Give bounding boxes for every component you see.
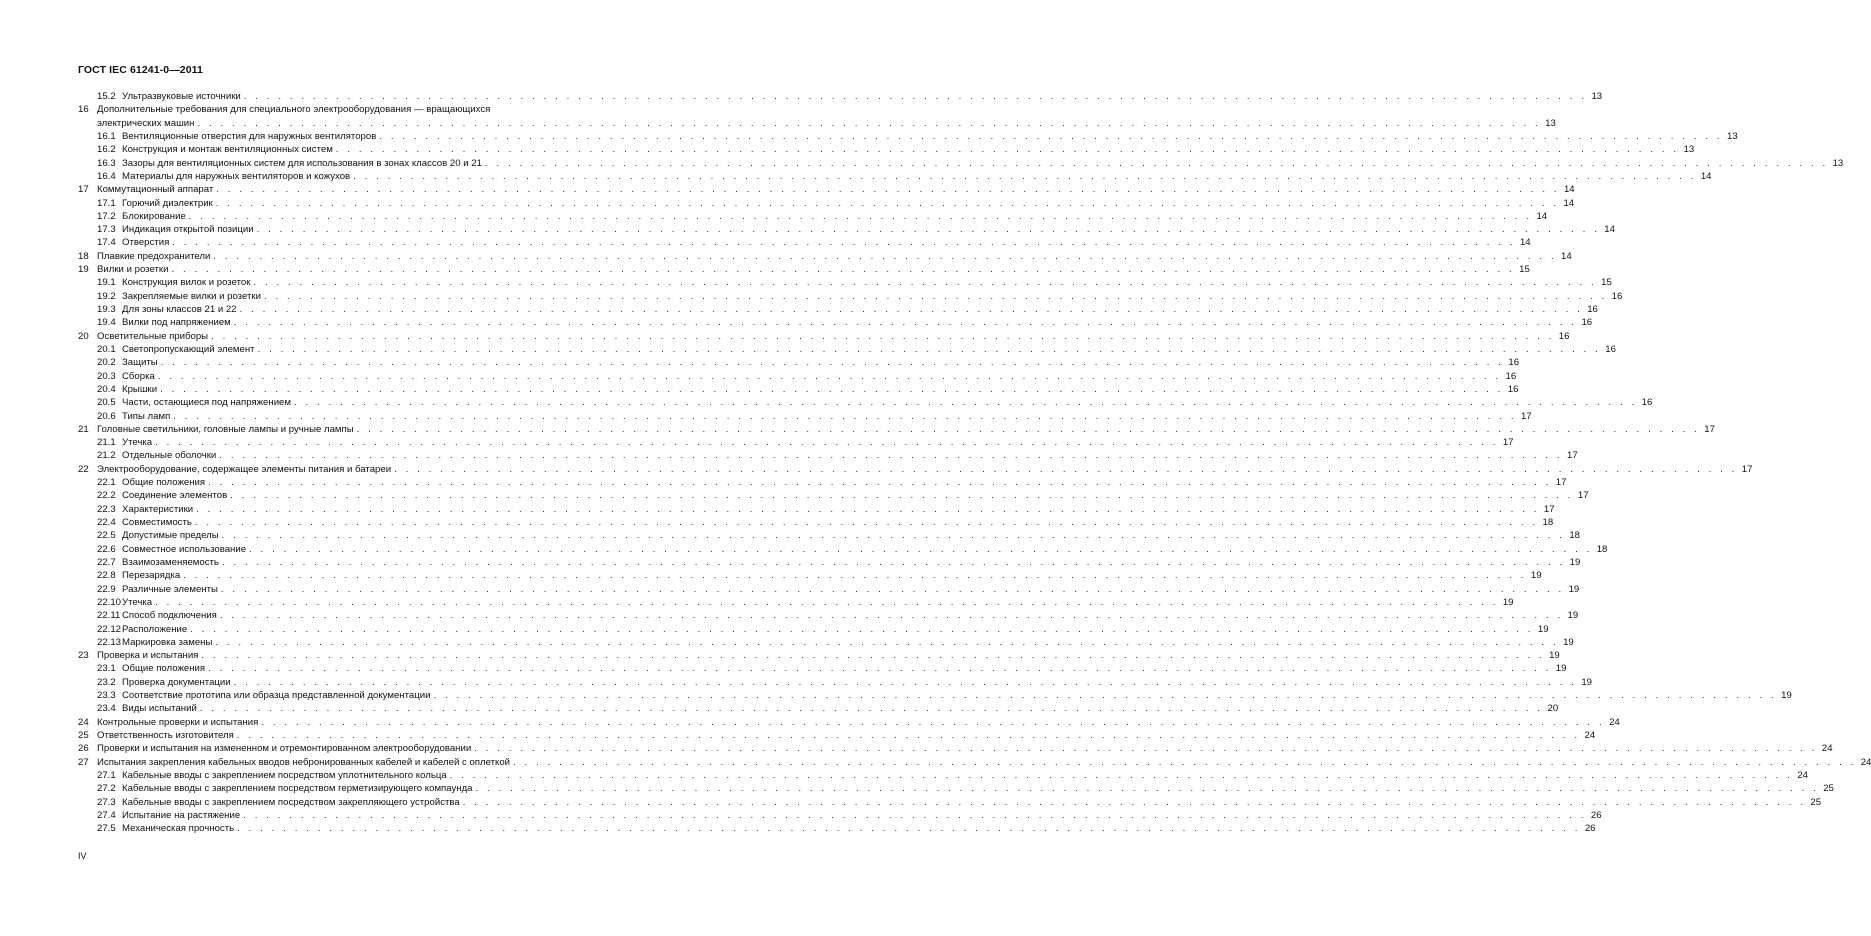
toc-entry-number: 27.4 [97, 809, 116, 821]
toc-dot-leader [253, 276, 1596, 289]
toc-entry-title: Утечка [122, 596, 153, 608]
toc-entry-page: 25 [1810, 796, 1822, 808]
toc-entry-title: Расположение [122, 623, 188, 635]
toc-entry-title: Блокирование [122, 210, 186, 222]
toc-entry-number: 15.2 [97, 91, 116, 102]
toc-dot-leader [197, 117, 1540, 130]
toc-entry-page: 25 [1823, 783, 1834, 795]
toc-entry[interactable] [78, 476, 1567, 489]
toc-entry-page: 19 [1781, 690, 1792, 702]
toc-entry-title: Кабельные вводы с закреплением посредством герметизирующего компаунда [122, 783, 473, 795]
toc-entry-title: Кабельные вводы с закреплением посредством уплотнительного кольца [122, 769, 447, 781]
toc-entry-number: 16 [78, 104, 89, 116]
toc-entry[interactable] [78, 436, 1514, 449]
toc-entry-page: 16 [1611, 290, 1623, 302]
toc-dot-leader [216, 183, 1559, 196]
toc-entry[interactable] [78, 143, 1695, 156]
toc-entry[interactable] [78, 210, 1548, 223]
toc-entry-number: 22.11 [97, 610, 121, 622]
toc-dot-leader [201, 649, 1544, 662]
toc-entry-page: 24 [1584, 730, 1596, 741]
toc-entry-number: 16.3 [97, 157, 116, 169]
toc-entry-number: 19.2 [97, 290, 116, 302]
toc-entry-title: Конструкция вилок и розеток [122, 277, 251, 289]
toc-entry-title: Совместное использование [122, 543, 247, 555]
toc-dot-leader [249, 543, 1592, 556]
toc-entry-number: 17.3 [97, 224, 116, 236]
toc-entry-number: 20.5 [97, 397, 116, 409]
toc-entry-number: 19 [78, 264, 89, 276]
toc-entry[interactable] [78, 702, 1559, 715]
toc-entry[interactable] [78, 343, 1616, 356]
toc-dot-leader [294, 396, 1637, 409]
toc-dot-leader [219, 449, 1562, 462]
toc-entry-page: 18 [1596, 543, 1608, 555]
toc-entry-number: 22.4 [97, 517, 116, 528]
toc-entry[interactable] [78, 90, 1603, 103]
toc-entry[interactable] [78, 236, 1531, 249]
toc-entry[interactable] [78, 822, 1596, 835]
toc-entry-page: 18 [1542, 517, 1554, 528]
toc-entry[interactable] [78, 689, 1792, 702]
toc-entry-number: 20.1 [97, 343, 116, 355]
toc-entry-page: 18 [1569, 530, 1580, 542]
toc-dot-leader [172, 236, 1515, 249]
toc-entry-title: Испытания закрепления кабельных вводов небронированных кабелей и кабелей с оплеткой [97, 756, 511, 768]
toc-entry-page: 17 [1502, 437, 1514, 449]
toc-entry[interactable] [78, 183, 1575, 196]
toc-dot-leader [155, 596, 1498, 609]
toc-entry[interactable] [78, 356, 1520, 369]
toc-entry-page: 19 [1581, 676, 1592, 688]
toc-entry-title: Утечка [122, 437, 153, 449]
toc-entry-number: 17.4 [97, 237, 116, 249]
toc-entry-title: Характеристики [122, 503, 194, 515]
toc-entry-number: 19.4 [97, 317, 116, 329]
toc-dot-leader [353, 170, 1696, 183]
toc-entry-title: Вилки под напряжением [122, 317, 231, 329]
toc-entry-page: 17 [1741, 463, 1753, 475]
toc-entry-number: 17.2 [97, 210, 116, 222]
toc-entry-page: 16 [1507, 383, 1519, 395]
toc-entry-number: 23.3 [97, 690, 116, 702]
toc-entry[interactable] [78, 449, 1578, 462]
toc-entry[interactable] [78, 503, 1555, 516]
toc-dot-leader [463, 796, 1806, 809]
toc-entry[interactable] [78, 130, 1738, 143]
toc-entry[interactable] [78, 662, 1567, 675]
toc-entry[interactable] [78, 609, 1579, 622]
toc-entry[interactable] [78, 276, 1612, 289]
toc-entry-number: 23.1 [97, 663, 116, 675]
toc-entry-number: 22.5 [97, 530, 116, 542]
toc-entry[interactable] [78, 742, 1833, 755]
toc-entry-title: Контрольные проверки и испытания [97, 716, 259, 728]
toc-entry[interactable] [78, 410, 1532, 423]
toc-entry-number: 21 [78, 423, 89, 435]
toc-entry-number: 27 [78, 756, 89, 768]
toc-entry-title: Допустимые пределы [122, 530, 219, 542]
toc-entry-title: Материалы для наружных вентиляторов и кожухов [122, 170, 351, 182]
toc-entry-title: Проверки и испытания на измененном и отремонтированном электрооборудовании [97, 743, 472, 755]
toc-dot-leader [379, 130, 1722, 143]
toc-entry-page: 24 [1821, 743, 1833, 755]
toc-entry-title: Виды испытаний [122, 703, 197, 715]
toc-dot-leader [257, 223, 1600, 236]
toc-entry-number: 17.1 [97, 197, 116, 209]
toc-entry-title: Типы ламп [122, 410, 171, 422]
toc-entry[interactable] [78, 543, 1608, 556]
toc-dot-leader [215, 636, 1558, 649]
toc-entry[interactable] [78, 583, 1580, 596]
toc-entry[interactable] [78, 223, 1615, 236]
table-of-contents [78, 90, 1871, 836]
toc-entry-title: Механическая прочность [122, 823, 235, 835]
document-header: ГОСТ IEC 61241-0—2011 [78, 64, 203, 76]
toc-dot-leader [173, 410, 1516, 423]
toc-entry-title: Кабельные вводы с закреплением посредством закрепляющего устройства [122, 796, 460, 808]
toc-entry-number: 23 [78, 650, 89, 662]
toc-entry-title: Конструкция и монтаж вентиляционных систем [122, 144, 333, 156]
toc-dot-leader [196, 503, 1539, 516]
toc-entry-page: 15 [1601, 277, 1612, 289]
toc-entry[interactable] [78, 423, 1715, 436]
toc-dot-leader [158, 370, 1501, 383]
toc-entry[interactable] [78, 157, 1844, 170]
toc-entry-title: Проверка и испытания [97, 650, 199, 662]
toc-entry-title: Различные элементы [122, 583, 218, 595]
toc-entry-title: Коммутационный аппарат [97, 184, 214, 196]
toc-entry[interactable] [78, 636, 1574, 649]
toc-entry-title: Отдельные оболочки [122, 450, 217, 462]
toc-dot-leader [160, 383, 1503, 396]
toc-entry-page: 17 [1704, 423, 1715, 435]
toc-entry-title: Отверстия [122, 237, 170, 249]
toc-entry-number: 19.1 [97, 277, 116, 289]
toc-entry-title: Горючий диэлектрик [122, 197, 213, 209]
toc-dot-leader [264, 290, 1607, 303]
toc-entry[interactable] [78, 303, 1598, 316]
toc-dot-leader [171, 263, 1514, 276]
toc-dot-leader [433, 689, 1776, 702]
toc-dot-leader [240, 303, 1583, 316]
toc-dot-leader [183, 569, 1526, 582]
toc-dot-leader [211, 330, 1554, 343]
toc-entry-number: 17 [78, 184, 89, 196]
toc-dot-leader [336, 143, 1679, 156]
toc-entry-page: 17 [1577, 490, 1589, 502]
toc-entry[interactable] [78, 756, 1871, 769]
toc-entry-number: 16.4 [97, 170, 116, 182]
toc-entry-page: 13 [1591, 91, 1603, 102]
toc-entry-page: 19 [1537, 623, 1549, 635]
toc-entry[interactable] [78, 676, 1592, 689]
toc-dot-leader [189, 210, 1532, 223]
toc-dot-leader [208, 476, 1551, 489]
toc-entry-title: Ответственность изготовителя [97, 730, 234, 741]
toc-entry-number: 26 [78, 743, 89, 755]
toc-entry-title: Для зоны классов 21 и 22 [122, 304, 237, 315]
toc-entry-page: 24 [1860, 756, 1871, 768]
toc-entry-title: Защиты [122, 357, 158, 369]
toc-dot-leader [220, 609, 1563, 622]
toc-entry-title: Совместимость [122, 517, 192, 528]
toc-entry-page: 19 [1563, 636, 1574, 648]
toc-entry[interactable] [78, 796, 1822, 809]
toc-entry[interactable] [78, 396, 1653, 409]
toc-entry[interactable] [78, 489, 1589, 502]
toc-entry-number: 22.9 [97, 583, 116, 595]
toc-entry-page: 24 [1797, 769, 1809, 781]
toc-dot-leader [244, 90, 1587, 103]
toc-entry[interactable] [78, 290, 1623, 303]
toc-entry-number: 22.12 [97, 623, 122, 635]
toc-entry-page: 20 [1547, 703, 1559, 715]
toc-dot-leader [258, 343, 1601, 356]
toc-entry-number: 20.6 [97, 410, 116, 422]
toc-entry-page: 16 [1641, 397, 1653, 409]
toc-entry-page: 16 [1605, 343, 1616, 355]
toc-entry[interactable] [78, 103, 614, 116]
toc-entry-number: 27.2 [97, 783, 116, 795]
toc-entry[interactable] [78, 556, 1581, 569]
toc-entry-page: 24 [1609, 716, 1620, 728]
toc-entry-number: 22.8 [97, 570, 116, 582]
toc-entry-title: Общие положения [122, 477, 206, 489]
toc-dot-leader [261, 716, 1604, 729]
toc-dot-leader [195, 516, 1538, 529]
toc-entry-page: 14 [1561, 250, 1572, 262]
toc-entry-page: 16 [1508, 357, 1520, 369]
toc-entry-page: 19 [1567, 610, 1579, 622]
toc-entry-title: Головные светильники, головные лампы и ручные лампы [97, 423, 354, 435]
toc-entry-title: Общие положения [122, 663, 206, 675]
toc-entry-page: 13 [1832, 157, 1844, 169]
toc-entry-number: 22.10 [97, 596, 122, 608]
toc-dot-leader [474, 742, 1817, 755]
toc-entry-number: 20.4 [97, 383, 116, 395]
toc-entry-title: Соответствие прототипа или образца представленной документации [122, 690, 431, 702]
toc-entry-page: 13 [1727, 130, 1738, 142]
toc-dot-leader [155, 436, 1498, 449]
toc-entry-title: Части, остающиеся под напряжением [122, 397, 291, 409]
toc-entry-title: Крышки [122, 383, 158, 395]
toc-dot-leader [357, 423, 1700, 436]
toc-dot-leader [222, 529, 1565, 542]
toc-entry-title: Вентиляционные отверстия для наружных вентиляторов [122, 130, 377, 142]
toc-entry[interactable] [78, 569, 1542, 582]
toc-entry-page: 19 [1502, 596, 1514, 608]
toc-entry-number: 16.1 [97, 130, 116, 142]
toc-entry-title: Электрооборудование, содержащее элементы питания и батареи [97, 463, 392, 475]
toc-dot-leader [190, 623, 1533, 636]
toc-entry-page: 14 [1519, 237, 1531, 249]
toc-entry[interactable] [78, 729, 1596, 742]
toc-entry[interactable] [78, 197, 1575, 210]
toc-dot-leader [221, 583, 1564, 596]
toc-entry-title: Маркировка замены [122, 636, 213, 648]
toc-dot-leader [230, 489, 1573, 502]
toc-dot-leader [485, 157, 1828, 170]
toc-entry-page: 14 [1563, 197, 1575, 209]
toc-entry-title: Светопропускающий элемент [122, 343, 255, 355]
toc-entry-title: Дополнительные требования для специального электрооборудования — вращающихся [97, 104, 491, 116]
toc-entry-title: Ультразвуковые источники [122, 91, 241, 102]
toc-entry-page: 19 [1568, 583, 1580, 595]
toc-entry[interactable] [78, 330, 1570, 343]
toc-entry-title: Индикация открытой позиции [122, 224, 254, 236]
toc-entry[interactable] [78, 769, 1809, 782]
toc-entry-title: Проверка документации [122, 676, 231, 688]
toc-entry-title: Закрепляемые вилки и розетки [122, 290, 261, 302]
toc-entry-page: 26 [1584, 823, 1596, 835]
toc-entry[interactable] [78, 316, 1593, 329]
toc-entry-page: 17 [1543, 503, 1555, 515]
toc-entry[interactable] [78, 809, 1602, 822]
toc-entry-number: 27.1 [97, 769, 116, 781]
toc-entry[interactable] [78, 250, 1572, 263]
toc-entry-title: Осветительные приборы [97, 330, 209, 342]
toc-entry-number: 20.3 [97, 370, 116, 382]
toc-entry-page: 17 [1566, 450, 1578, 462]
toc-entry-title: Зазоры для вентиляционных систем для использования в зонах классов 20 и 21 [122, 157, 482, 169]
toc-entry-page: 15 [1519, 264, 1530, 276]
toc-entry-number: 22.2 [97, 490, 116, 502]
toc-entry-number: 18 [78, 250, 89, 262]
toc-entry[interactable] [78, 516, 1554, 529]
toc-entry-number: 24 [78, 716, 89, 728]
toc-entry-number: 22 [78, 463, 89, 475]
toc-entry-title: Способ подключения [122, 610, 217, 622]
toc-entry-page: 19 [1569, 556, 1581, 568]
toc-entry-number: 21.1 [97, 437, 116, 449]
toc-entry-page: 16 [1558, 330, 1570, 342]
toc-dot-leader [222, 556, 1565, 569]
toc-entry-number: 19.3 [97, 304, 116, 315]
toc-entry-title: Вилки и розетки [97, 264, 169, 276]
toc-dot-leader [513, 756, 1856, 769]
toc-entry[interactable] [78, 716, 1620, 729]
toc-entry-title: Перезарядка [122, 570, 181, 582]
toc-dot-leader [216, 197, 1559, 210]
toc-entry[interactable] [78, 782, 1834, 795]
toc-entry-number: 22.3 [97, 503, 116, 515]
toc-entry[interactable] [78, 170, 1712, 183]
toc-entry-number: 23.2 [97, 676, 116, 688]
toc-entry-page: 16 [1505, 370, 1517, 382]
toc-dot-leader [476, 782, 1819, 795]
toc-entry-number: 22.13 [97, 636, 122, 648]
toc-entry[interactable] [78, 649, 1560, 662]
toc-dot-leader [234, 316, 1577, 329]
toc-dot-leader [394, 463, 1737, 476]
toc-entry[interactable] [78, 463, 1753, 476]
toc-entry-title: Испытание на растяжение [122, 809, 241, 821]
toc-entry-page: 19 [1549, 650, 1560, 662]
toc-entry-title: Плавкие предохранители [97, 250, 211, 262]
toc-entry-page: 16 [1587, 304, 1598, 315]
toc-dot-leader [450, 769, 1793, 782]
toc-entry-page: 14 [1604, 224, 1615, 236]
toc-entry-number: 22.7 [97, 556, 116, 568]
toc-entry-number: 22.6 [97, 543, 116, 555]
toc-entry[interactable] [78, 383, 1519, 396]
toc-entry[interactable] [78, 596, 1514, 609]
toc-dot-leader [161, 356, 1504, 369]
toc-entry-page: 13 [1545, 117, 1556, 129]
toc-dot-leader [237, 729, 1580, 742]
toc-entry-number: 22.1 [97, 477, 116, 489]
toc-entry-number: 20 [78, 330, 89, 342]
toc-entry[interactable] [78, 623, 1549, 636]
toc-entry-page: 16 [1581, 317, 1593, 329]
page-number: IV [78, 851, 87, 861]
toc-dot-leader [213, 250, 1556, 263]
toc-entry-title: Сборка [122, 370, 155, 382]
toc-dot-leader [200, 702, 1543, 715]
toc-entry-page: 19 [1530, 570, 1542, 582]
toc-entry-number: 20.2 [97, 357, 116, 369]
toc-entry-number: 25 [78, 730, 89, 741]
toc-entry-page: 14 [1563, 184, 1575, 196]
toc-entry-page: 17 [1520, 410, 1532, 422]
toc-entry[interactable] [78, 117, 1556, 130]
toc-entry-number: 21.2 [97, 450, 116, 462]
toc-entry[interactable] [78, 263, 1530, 276]
toc-entry-page: 14 [1700, 170, 1712, 182]
toc-entry-title: Соединение элементов [122, 490, 228, 502]
toc-entry-page: 26 [1590, 809, 1602, 821]
toc-dot-leader [234, 676, 1577, 689]
toc-entry-number: 23.4 [97, 703, 116, 715]
toc-entry[interactable] [78, 529, 1580, 542]
toc-entry-number: 16.2 [97, 144, 116, 156]
toc-dot-leader [237, 822, 1580, 835]
toc-entry-page: 19 [1555, 663, 1567, 675]
toc-entry-page: 13 [1683, 144, 1695, 156]
toc-entry-number: 27.5 [97, 823, 116, 835]
toc-entry-title: электрических машин [97, 117, 195, 129]
toc-entry-title: Взаимозаменяемость [122, 556, 219, 568]
toc-entry[interactable] [78, 370, 1517, 383]
toc-entry-number: 27.3 [97, 796, 116, 808]
toc-entry-page: 17 [1555, 477, 1567, 489]
toc-entry-page: 14 [1536, 210, 1548, 222]
toc-dot-leader [243, 809, 1586, 822]
toc-dot-leader [208, 662, 1551, 675]
